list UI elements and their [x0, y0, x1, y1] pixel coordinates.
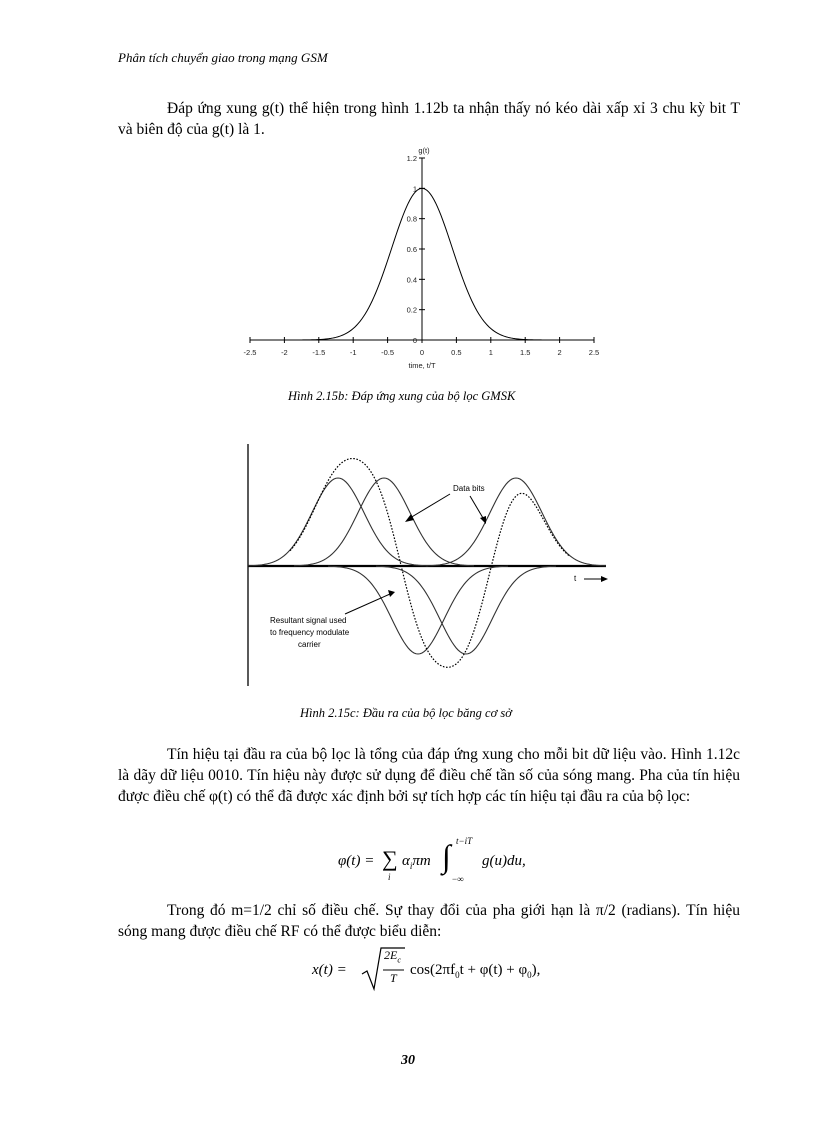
resultant-label-line3: carrier [298, 640, 321, 649]
paragraph-impulse-response: Đáp ứng xung g(t) thể hiện trong hình 1.12b ta nhận thấy nó kéo dài xấp xỉ 3 chu kỳ bit T và biên độ của g(t) là 1. [118, 100, 740, 138]
figure1-caption: Hình 2.15b: Đáp ứng xung của bộ lọc GMSK [288, 389, 516, 403]
y-tick-label: 1.2 [406, 154, 417, 163]
cos-prefix: cos(2πf [410, 962, 456, 978]
data-bits-label: Data bits [453, 484, 485, 493]
x-tick-label: 1 [488, 348, 493, 357]
y-axis-label: g(t) [418, 146, 430, 155]
alpha-symbol: α [402, 853, 410, 869]
t-axis-label: t [574, 574, 577, 583]
x-tick-label: -1.5 [312, 348, 326, 357]
x-tick-label: 2.5 [588, 348, 600, 357]
paragraph-filter-output: Tín hiệu tại đầu ra của bộ lọc là tổng của đáp ứng xung cho mỗi bit dữ liệu vào. Hình 1.12c là dãy dữ liệu 0010. Tín hiệu này được sử dụng để điều chế tần số của sóng mang. Pha của tín hiệu được điều chế φ(t) có thể đã được xác định bởi sự tích hợp các tín hiệu tại đầu ra của bộ lọc: [118, 746, 740, 805]
page-header: Phân tích chuyển giao trong mạng GSM [118, 50, 328, 65]
gmsk-impulse-response-chart [238, 140, 618, 380]
numerator-subscript: c [397, 955, 401, 965]
pi-m-term: πm [412, 853, 431, 869]
figure2-caption: Hình 2.15c: Đầu ra của bộ lọc băng cơ sở [300, 706, 512, 720]
phase-equation [338, 836, 598, 886]
y-tick-label: 1 [412, 184, 417, 194]
y-tick-label: 0.4 [406, 275, 417, 285]
integrand: g(u)du, [482, 853, 526, 869]
numerator-text: 2E [384, 948, 398, 962]
sqrt-denominator: T [390, 971, 397, 985]
x-tick-label: 0 [419, 348, 425, 357]
resultant-label-line2: to frequency modulate [270, 628, 350, 637]
eq2-lhs: x(t) = [312, 962, 347, 978]
resultant-arrow [345, 594, 390, 614]
integral-symbol: ∫ [442, 838, 451, 874]
sum-index: i [388, 872, 391, 882]
x-tick-label: -2.5 [243, 348, 257, 357]
sqrt-numerator [384, 948, 401, 964]
cos-term [410, 962, 540, 980]
carrier-equation [312, 944, 592, 994]
cos-middle: t + φ(t) + φ [459, 962, 528, 978]
alpha-subscript: i [409, 861, 413, 871]
x-axis-label: time, t/T [408, 361, 436, 370]
paragraph-modulation-index: Trong đó m=1/2 chỉ số điều chế. Sự thay đổi của pha giới hạn là π/2 (radians). Tín hiệu sóng mang được điều chế RF có thể được biểu diễn: [118, 902, 740, 940]
arrow-head [405, 514, 414, 522]
y-tick-label: 0.2 [406, 305, 417, 315]
f0-subscript: 0 [455, 970, 460, 980]
x-tick-label: -2 [281, 348, 288, 357]
integral-lower-limit: −∞ [452, 874, 464, 884]
x-tick-label: 0.5 [451, 348, 462, 357]
x-tick-label: 1.5 [519, 348, 531, 357]
resultant-label-line1: Resultant signal used [270, 616, 347, 625]
arrow-head [601, 576, 608, 582]
eq1-coef [402, 853, 431, 871]
x-tick-label: -1 [349, 348, 357, 357]
data-bits-arrow-right [470, 496, 483, 518]
data-bits-arrow-left [410, 494, 450, 518]
y-tick-label: 0.8 [406, 214, 417, 224]
data-bit-pulse-1 [248, 478, 428, 566]
arrow-head [388, 590, 395, 597]
phi0-subscript: 0 [527, 970, 532, 980]
y-tick-label: 0 [412, 336, 417, 345]
x-tick-label: 2 [557, 348, 562, 357]
cos-suffix: ), [531, 962, 541, 978]
eq1-lhs: φ(t) = [338, 853, 375, 869]
data-bit-pulse-2 [294, 478, 474, 566]
x-tick-label: -0.5 [381, 348, 395, 357]
page-number: 30 [401, 1053, 415, 1068]
y-tick-label: 0.6 [406, 245, 417, 254]
integral-upper-limit: t−iT [456, 836, 473, 846]
arrow-head [480, 516, 486, 524]
sum-symbol: ∑ [382, 846, 398, 871]
baseband-filter-output-figure [240, 438, 620, 692]
